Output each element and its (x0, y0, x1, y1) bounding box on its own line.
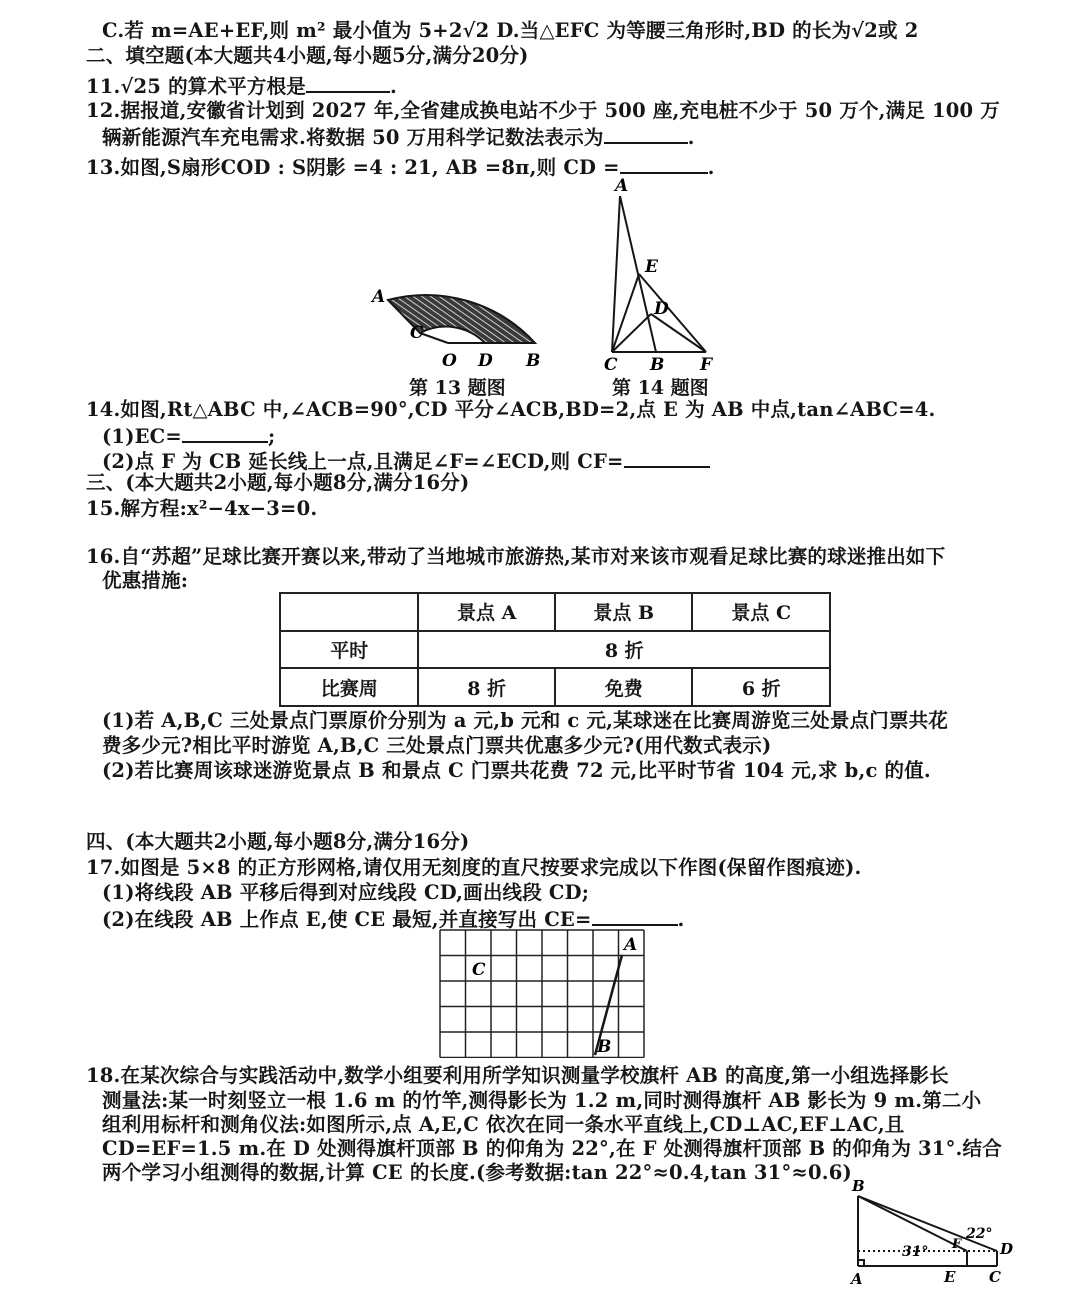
question-17-part1: (1)将线段 AB 平移后得到对应线段 CD,画出线段 CD; (102, 881, 590, 904)
question-14-part2-text: (2)点 F 为 CB 延长线上一点,且满足∠F=∠ECD,则 CF= (102, 450, 624, 473)
label-c: C (604, 355, 618, 374)
period: . (389, 75, 397, 98)
figure-14-caption: 第 14 题图 (612, 377, 709, 399)
label-c: C (472, 960, 486, 980)
label-c: C (410, 323, 424, 343)
angle-22-label: 22° (966, 1226, 993, 1242)
table-row-label: 比赛周 (280, 668, 418, 706)
question-12-line1: 12.据报道,安徽省计划到 2027 年,全省建成换电站不少于 500 座,充电桩不少于 50 万个,满足 100 万 (86, 99, 1001, 122)
label-f: F (700, 355, 713, 374)
label-b: B (597, 1037, 612, 1057)
question-17: 17.如图是 5×8 的正方形网格,请仅用无刻度的直尺按要求完成以下作图(保留作图痕迹). (86, 856, 862, 879)
table-header-cell: 景点 C (692, 593, 830, 631)
section-2-heading: 二、填空题(本大题共4小题,每小题5分,满分20分) (86, 44, 529, 67)
table-header-cell: 景点 B (555, 593, 693, 631)
label-a: A (615, 176, 629, 196)
label-b: B (852, 1177, 865, 1195)
table-cell: 8 折 (418, 668, 555, 706)
table-header-row (280, 593, 830, 631)
label-d: D (654, 299, 669, 319)
section-3-heading: 三、(本大题共2小题,每小题8分,满分16分) (86, 471, 470, 494)
table-cell: 8 折 (418, 631, 830, 669)
question-11-text: 11.√25 的算术平方根是 (86, 75, 306, 98)
label-a: A (851, 1270, 863, 1288)
question-14-part1-text: (1)EC= (102, 425, 182, 448)
question-18-line3: 组利用标杆和测角仪法:如图所示,点 A,E,C 依次在同一条水平直线上,CD⊥AC,EF⊥AC,且 (102, 1113, 905, 1136)
table-header-cell: 景点 A (418, 593, 555, 631)
label-c: C (989, 1268, 1001, 1286)
question-16-part2: (2)若比赛周该球迷游览景点 B 和景点 C 门票共花费 72 元,比平时节省 104 元,求 b,c 的值. (102, 759, 931, 782)
figure-17-grid (438, 928, 648, 1058)
question-15: 15.解方程:x²−4x−3=0. (86, 497, 318, 520)
q10-options-cd: C.若 m=AE+EF,则 m² 最小值为 5+2√2 D.当△EFC 为等腰三角形时,BD 的长为√2或 2 (102, 19, 919, 42)
question-12-text: 辆新能源汽车充电需求.将数据 50 万用科学记数法表示为 (102, 126, 604, 149)
label-e: E (645, 257, 658, 277)
question-16-part1-line1: (1)若 A,B,C 三处景点门票原价分别为 a 元,b 元和 c 元,某球迷在比赛周游览三处景点门票共花 (102, 709, 949, 732)
question-14-part1: (1)EC= ; (102, 425, 276, 448)
label-f: F (952, 1237, 962, 1252)
angle-31-label: 31° (902, 1244, 929, 1260)
question-12-line2 (102, 124, 695, 150)
question-17-part2-text: (2)在线段 AB 上作点 E,使 CE 最短,并直接写出 CE= (102, 908, 592, 931)
question-16-line1: 16.自“苏超”足球比赛开赛以来,带动了当地城市旅游热,某市对来该市观看足球比赛的球迷推出如下 (86, 545, 946, 568)
answer-blank-14-2[interactable] (624, 448, 710, 468)
label-e: E (944, 1268, 956, 1286)
question-18-line1: 18.在某次综合与实践活动中,数学小组要利用所学知识测量学校旗杆 AB 的高度,第一小组选择影长 (86, 1064, 949, 1087)
answer-blank-17[interactable] (592, 906, 678, 926)
label-d: D (478, 351, 493, 371)
question-13-text: 13.如图,S扇形COD : S阴影 =4 : 21, AB =8π,则 CD = (86, 156, 620, 179)
label-a: A (372, 287, 386, 307)
question-16-part1-line2: 费多少元?相比平时游览 A,B,C 三处景点门票共优惠多少元?(用代数式表示) (102, 734, 772, 757)
question-18-line4: CD=EF=1.5 m.在 D 处测得旗杆顶部 B 的仰角为 22°,在 F 处测得旗杆顶部 B 的仰角为 31°.结合 (102, 1137, 1002, 1160)
discount-table (279, 592, 831, 707)
figure-13-diagram (360, 258, 560, 378)
section-4-heading: 四、(本大题共2小题,每小题8分,满分16分) (86, 830, 470, 853)
table-row (280, 631, 830, 669)
figure-18-diagram (840, 1176, 1020, 1294)
figure-14-diagram (596, 174, 726, 374)
question-18-line5: 两个学习小组测得的数据,计算 CE 的长度.(参考数据:tan 22°≈0.4,tan 31°≈0.6) (102, 1161, 852, 1184)
label-d: D (1000, 1240, 1014, 1258)
table-header-cell (280, 593, 418, 631)
table-row (280, 668, 830, 706)
table-cell: 免费 (555, 668, 693, 706)
answer-blank-14-1[interactable] (182, 423, 268, 443)
label-o: O (442, 351, 457, 371)
answer-blank-12[interactable] (604, 124, 688, 144)
table-cell: 6 折 (692, 668, 830, 706)
period: . (687, 126, 695, 149)
period: . (677, 908, 685, 931)
segment-oc (420, 333, 448, 343)
question-11 (86, 73, 397, 99)
label-b: B (526, 351, 541, 371)
answer-blank-13[interactable] (620, 154, 708, 174)
label-b: B (650, 355, 665, 374)
answer-blank-11[interactable] (306, 73, 390, 93)
question-16-line2: 优惠措施: (102, 569, 189, 592)
period: . (707, 156, 715, 179)
question-18-line2: 测量法:某一时刻竖立一根 1.6 m 的竹竿,测得影长为 1.2 m,同时测得旗杆 AB 影长为 9 m.第二小 (102, 1089, 982, 1112)
figure-13-caption: 第 13 题图 (409, 377, 506, 399)
table-row-label: 平时 (280, 631, 418, 669)
label-a: A (624, 935, 638, 955)
question-14: 14.如图,Rt△ABC 中,∠ACB=90°,CD 平分∠ACB,BD=2,点 E 为 AB 中点,tan∠ABC=4. (86, 398, 936, 421)
